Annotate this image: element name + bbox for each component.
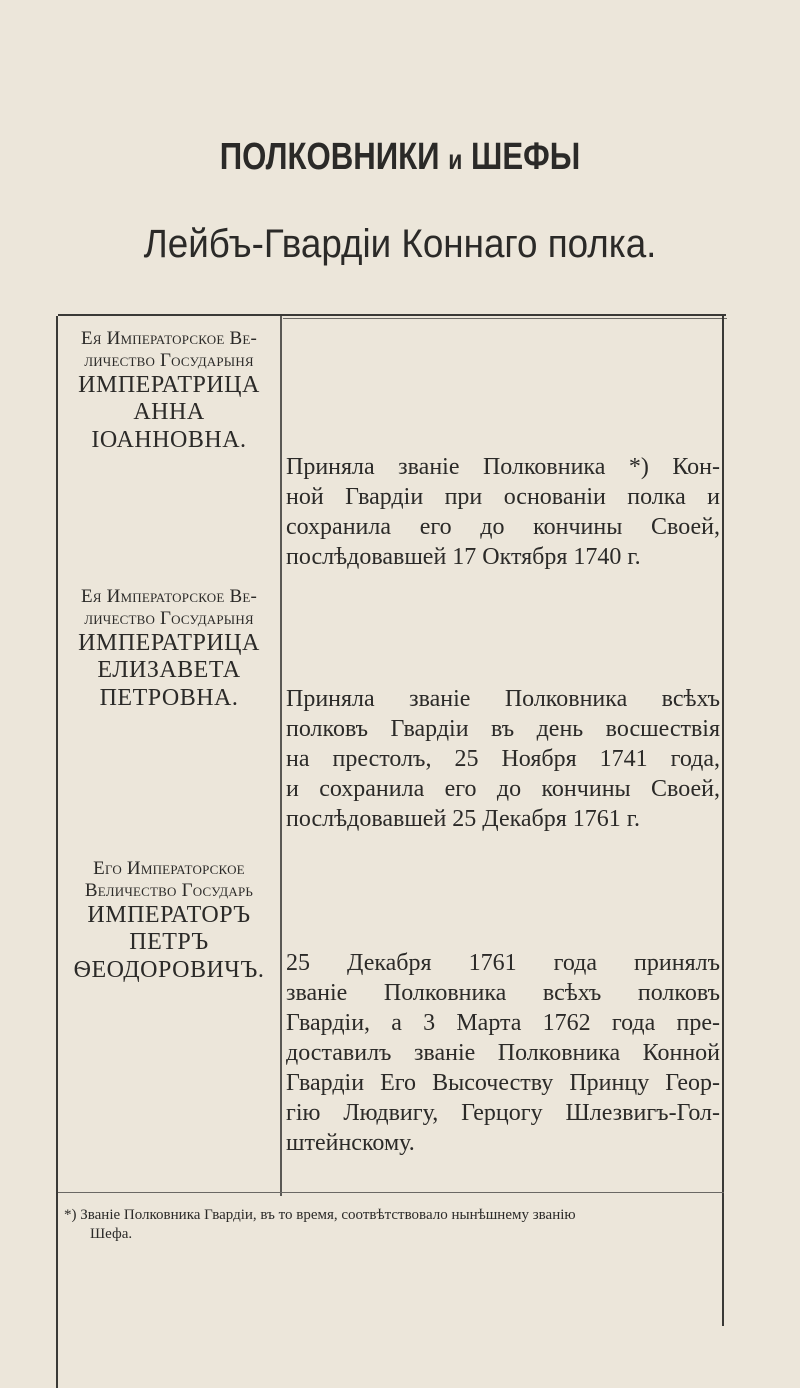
person-name-line: ЕЛИЗАВЕТА	[97, 657, 241, 684]
description-line: на престолъ, 25 Ноября 1741 года,	[286, 746, 720, 772]
footnote-mark: *)	[64, 1207, 77, 1223]
description-line: полковъ Гвардіи въ день восшествія	[286, 716, 720, 742]
description-line: доставилъ званіе Полковника Конной	[286, 1040, 720, 1066]
description-line: Приняла званіе Полковника *) Кон-	[286, 454, 720, 480]
footnote	[64, 1206, 720, 1244]
description-line: послѣдовавшей 25 Декабря 1761 г.	[286, 806, 640, 832]
person-entry-3	[60, 858, 278, 984]
description-line: штейнскому.	[286, 1130, 415, 1156]
person-name-line: ѲЕОДОРОВИЧЪ.	[73, 956, 265, 983]
person-name-line: АННА	[133, 399, 205, 426]
person-name-line: ИМПЕРАТРИЦА	[78, 629, 260, 656]
person-title-line: Его Императорское	[93, 858, 245, 879]
person-entry-1	[60, 328, 278, 454]
footnote-rule	[58, 1192, 724, 1193]
description-line: Гвардіи, а 3 Марта 1762 года пре-	[286, 1010, 720, 1036]
footnote-line: Шефа.	[90, 1226, 133, 1242]
person-name-line: ПЕТРОВНА.	[99, 684, 239, 711]
description-line: Гвардіи Его Высочеству Принцу Геор-	[286, 1070, 720, 1096]
description-line: 25 Декабря 1761 года принялъ	[286, 950, 720, 976]
page-subtitle: Лейбъ-Гвардіи Коннаго полка.	[143, 222, 657, 266]
person-title-line: Ея Императорское Ве-	[80, 586, 258, 607]
table-top-rule-inner	[283, 318, 727, 319]
description-line: званіе Полковника всѣхъ полковъ	[286, 980, 720, 1006]
person-entry-2	[60, 586, 278, 712]
person-name-line: ИМПЕРАТОРЪ	[87, 901, 251, 928]
table-top-rule	[58, 314, 726, 316]
description-line: ной Гвардіи при основаніи полка и	[286, 484, 720, 510]
person-title-line: личество Государыня	[84, 349, 254, 371]
description-line: Приняла званіе Полковника всѣхъ	[286, 686, 720, 712]
entry-description-3	[286, 948, 720, 1158]
title-conjunction: и	[448, 144, 463, 175]
footnote-text: Званіе Полковника Гвардіи, въ то время, соотвѣтствовало нынѣшнему званію	[80, 1207, 576, 1223]
person-name-line: ІОАННОВНА.	[91, 426, 247, 453]
person-title-line: Ея Императорское Ве-	[80, 328, 258, 349]
footnote-line	[64, 1206, 720, 1225]
title-main: ПОЛКОВНИКИ	[219, 136, 440, 178]
table-left-border	[56, 316, 58, 1388]
description-line: сохранила его до кончины Своей,	[286, 514, 720, 540]
person-title-line: Величество Государь	[84, 879, 254, 901]
entry-description-1	[286, 452, 720, 572]
person-name-line: ПЕТРЪ	[129, 929, 209, 956]
table-right-border	[722, 316, 724, 1326]
table-column-divider	[280, 316, 282, 1196]
entry-description-2	[286, 684, 720, 834]
page-title	[72, 136, 728, 179]
person-title-line: личество Государыня	[84, 607, 254, 629]
person-name-line: ИМПЕРАТРИЦА	[78, 371, 260, 398]
description-line: и сохранила его до кончины Своей,	[286, 776, 720, 802]
description-line: послѣдовавшей 17 Октября 1740 г.	[286, 544, 641, 570]
description-line: гію Людвигу, Герцогу Шлезвигъ-Гол-	[286, 1100, 720, 1126]
title-end: ШЕФЫ	[471, 136, 581, 178]
